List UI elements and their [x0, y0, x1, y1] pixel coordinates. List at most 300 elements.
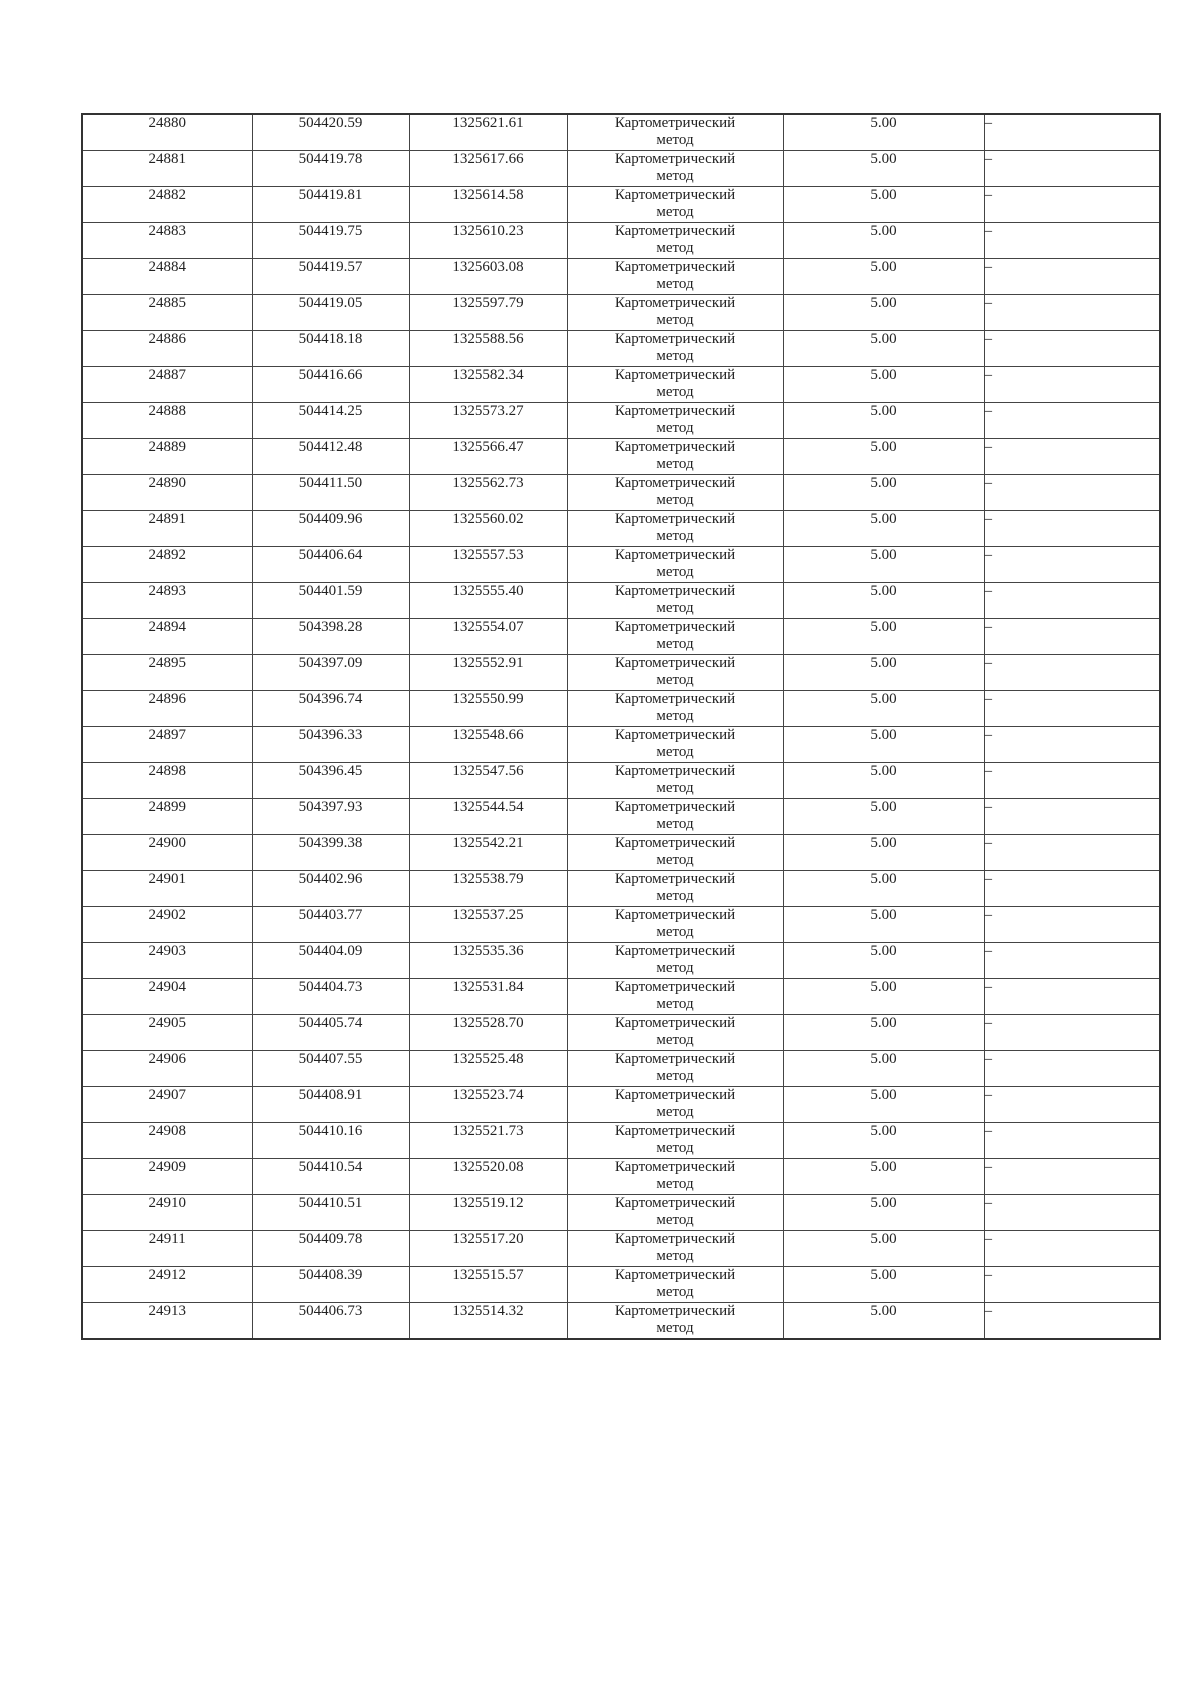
x-coordinate-cell: 504409.78	[252, 1231, 409, 1267]
method-line-2: метод	[656, 276, 694, 292]
method-line-1: Картометрический	[614, 403, 736, 419]
table-row	[82, 1195, 1160, 1231]
x-coordinate-cell: 504403.77	[252, 907, 409, 943]
x-coordinate-cell: 504419.05	[252, 295, 409, 331]
accuracy-cell: 5.00	[783, 259, 984, 295]
accuracy-cell: 5.00	[783, 114, 984, 151]
x-coordinate-cell: 504404.73	[252, 979, 409, 1015]
note-cell: –	[984, 1087, 1160, 1123]
table-row	[82, 114, 1160, 151]
y-coordinate-cell: 1325614.58	[409, 187, 567, 223]
y-coordinate-cell: 1325610.23	[409, 223, 567, 259]
accuracy-cell: 5.00	[783, 1159, 984, 1195]
note-cell: –	[984, 907, 1160, 943]
y-coordinate-cell: 1325537.25	[409, 907, 567, 943]
y-coordinate-cell: 1325514.32	[409, 1303, 567, 1340]
method-line-2: метод	[656, 348, 694, 364]
note-cell: –	[984, 259, 1160, 295]
method-line-2: метод	[656, 1068, 694, 1084]
y-coordinate-cell: 1325519.12	[409, 1195, 567, 1231]
method-line-2: метод	[656, 384, 694, 400]
point-number-cell: 24899	[82, 799, 252, 835]
method-line-1: Картометрический	[614, 367, 736, 383]
method-line-1: Картометрический	[614, 583, 736, 599]
point-number-cell: 24895	[82, 655, 252, 691]
method-line-1: Картометрический	[614, 1015, 736, 1031]
table-row	[82, 871, 1160, 907]
y-coordinate-cell: 1325542.21	[409, 835, 567, 871]
point-number-cell: 24896	[82, 691, 252, 727]
accuracy-cell: 5.00	[783, 151, 984, 187]
method-cell	[567, 151, 783, 187]
table-row	[82, 331, 1160, 367]
x-coordinate-cell: 504410.54	[252, 1159, 409, 1195]
y-coordinate-cell: 1325582.34	[409, 367, 567, 403]
table-row	[82, 619, 1160, 655]
x-coordinate-cell: 504396.45	[252, 763, 409, 799]
point-number-cell: 24885	[82, 295, 252, 331]
accuracy-cell: 5.00	[783, 511, 984, 547]
method-line-2: метод	[656, 240, 694, 256]
accuracy-cell: 5.00	[783, 1087, 984, 1123]
note-cell: –	[984, 295, 1160, 331]
method-line-1: Картометрический	[614, 331, 736, 347]
table-row	[82, 799, 1160, 835]
method-line-1: Картометрический	[614, 763, 736, 779]
y-coordinate-cell: 1325617.66	[409, 151, 567, 187]
method-line-2: метод	[656, 744, 694, 760]
x-coordinate-cell: 504416.66	[252, 367, 409, 403]
table-row	[82, 763, 1160, 799]
note-cell: –	[984, 511, 1160, 547]
point-number-cell: 24894	[82, 619, 252, 655]
x-coordinate-cell: 504420.59	[252, 114, 409, 151]
method-cell	[567, 223, 783, 259]
accuracy-cell: 5.00	[783, 1267, 984, 1303]
table-row	[82, 1303, 1160, 1340]
method-line-2: метод	[656, 924, 694, 940]
x-coordinate-cell: 504406.64	[252, 547, 409, 583]
y-coordinate-cell: 1325525.48	[409, 1051, 567, 1087]
method-line-2: метод	[656, 204, 694, 220]
note-cell: –	[984, 223, 1160, 259]
y-coordinate-cell: 1325515.57	[409, 1267, 567, 1303]
method-line-1: Картометрический	[614, 1123, 736, 1139]
table-row	[82, 583, 1160, 619]
table-row	[82, 655, 1160, 691]
y-coordinate-cell: 1325566.47	[409, 439, 567, 475]
x-coordinate-cell: 504396.74	[252, 691, 409, 727]
accuracy-cell: 5.00	[783, 871, 984, 907]
y-coordinate-cell: 1325538.79	[409, 871, 567, 907]
point-number-cell: 24901	[82, 871, 252, 907]
method-line-1: Картометрический	[614, 1231, 736, 1247]
accuracy-cell: 5.00	[783, 907, 984, 943]
note-cell: –	[984, 835, 1160, 871]
table-row	[82, 943, 1160, 979]
table-row	[82, 1267, 1160, 1303]
note-cell: –	[984, 114, 1160, 151]
method-line-1: Картометрический	[614, 511, 736, 527]
method-line-2: метод	[656, 996, 694, 1012]
document-page	[81, 113, 1159, 1340]
table-row	[82, 1015, 1160, 1051]
note-cell: –	[984, 691, 1160, 727]
table-row	[82, 907, 1160, 943]
note-cell: –	[984, 763, 1160, 799]
accuracy-cell: 5.00	[783, 727, 984, 763]
x-coordinate-cell: 504409.96	[252, 511, 409, 547]
table-row	[82, 223, 1160, 259]
y-coordinate-cell: 1325528.70	[409, 1015, 567, 1051]
point-number-cell: 24886	[82, 331, 252, 367]
table-row	[82, 475, 1160, 511]
table-row	[82, 439, 1160, 475]
point-number-cell: 24909	[82, 1159, 252, 1195]
method-cell	[567, 187, 783, 223]
method-line-2: метод	[656, 420, 694, 436]
table-row	[82, 1231, 1160, 1267]
note-cell: –	[984, 655, 1160, 691]
method-line-2: метод	[656, 1104, 694, 1120]
method-line-1: Картометрический	[614, 1159, 736, 1175]
method-line-2: метод	[656, 132, 694, 148]
y-coordinate-cell: 1325531.84	[409, 979, 567, 1015]
x-coordinate-cell: 504406.73	[252, 1303, 409, 1340]
y-coordinate-cell: 1325557.53	[409, 547, 567, 583]
x-coordinate-cell: 504414.25	[252, 403, 409, 439]
point-number-cell: 24893	[82, 583, 252, 619]
note-cell: –	[984, 1051, 1160, 1087]
accuracy-cell: 5.00	[783, 547, 984, 583]
method-cell	[567, 1015, 783, 1051]
note-cell: –	[984, 979, 1160, 1015]
method-line-1: Картометрический	[614, 1303, 736, 1319]
accuracy-cell: 5.00	[783, 403, 984, 439]
method-cell	[567, 835, 783, 871]
method-cell	[567, 583, 783, 619]
method-cell	[567, 691, 783, 727]
point-number-cell: 24910	[82, 1195, 252, 1231]
method-line-2: метод	[656, 492, 694, 508]
x-coordinate-cell: 504397.09	[252, 655, 409, 691]
note-cell: –	[984, 331, 1160, 367]
point-number-cell: 24905	[82, 1015, 252, 1051]
method-cell	[567, 295, 783, 331]
x-coordinate-cell: 504405.74	[252, 1015, 409, 1051]
method-line-1: Картометрический	[614, 1087, 736, 1103]
x-coordinate-cell: 504408.39	[252, 1267, 409, 1303]
point-number-cell: 24883	[82, 223, 252, 259]
accuracy-cell: 5.00	[783, 1195, 984, 1231]
method-line-2: метод	[656, 852, 694, 868]
accuracy-cell: 5.00	[783, 1123, 984, 1159]
table-row	[82, 403, 1160, 439]
coordinates-table	[81, 113, 1161, 1340]
accuracy-cell: 5.00	[783, 763, 984, 799]
y-coordinate-cell: 1325603.08	[409, 259, 567, 295]
method-cell	[567, 1195, 783, 1231]
method-line-1: Картометрический	[614, 1195, 736, 1211]
method-line-2: метод	[656, 1032, 694, 1048]
y-coordinate-cell: 1325521.73	[409, 1123, 567, 1159]
method-line-1: Картометрический	[614, 223, 736, 239]
method-line-2: метод	[656, 708, 694, 724]
method-line-2: метод	[656, 312, 694, 328]
accuracy-cell: 5.00	[783, 655, 984, 691]
method-cell	[567, 943, 783, 979]
table-row	[82, 547, 1160, 583]
method-line-2: метод	[656, 1176, 694, 1192]
y-coordinate-cell: 1325544.54	[409, 799, 567, 835]
note-cell: –	[984, 1303, 1160, 1340]
note-cell: –	[984, 727, 1160, 763]
note-cell: –	[984, 583, 1160, 619]
point-number-cell: 24904	[82, 979, 252, 1015]
point-number-cell: 24900	[82, 835, 252, 871]
accuracy-cell: 5.00	[783, 943, 984, 979]
method-cell	[567, 799, 783, 835]
method-cell	[567, 763, 783, 799]
method-cell	[567, 403, 783, 439]
point-number-cell: 24908	[82, 1123, 252, 1159]
table-row	[82, 1087, 1160, 1123]
x-coordinate-cell: 504410.16	[252, 1123, 409, 1159]
accuracy-cell: 5.00	[783, 1303, 984, 1340]
x-coordinate-cell: 504404.09	[252, 943, 409, 979]
method-line-1: Картометрический	[614, 547, 736, 563]
point-number-cell: 24903	[82, 943, 252, 979]
y-coordinate-cell: 1325597.79	[409, 295, 567, 331]
accuracy-cell: 5.00	[783, 583, 984, 619]
note-cell: –	[984, 619, 1160, 655]
accuracy-cell: 5.00	[783, 331, 984, 367]
method-line-1: Картометрический	[614, 691, 736, 707]
method-cell	[567, 511, 783, 547]
x-coordinate-cell: 504419.57	[252, 259, 409, 295]
x-coordinate-cell: 504397.93	[252, 799, 409, 835]
table-row	[82, 295, 1160, 331]
point-number-cell: 24887	[82, 367, 252, 403]
method-cell	[567, 907, 783, 943]
y-coordinate-cell: 1325552.91	[409, 655, 567, 691]
point-number-cell: 24906	[82, 1051, 252, 1087]
method-cell	[567, 114, 783, 151]
method-line-1: Картометрический	[614, 655, 736, 671]
table-row	[82, 1051, 1160, 1087]
table-row	[82, 835, 1160, 871]
note-cell: –	[984, 403, 1160, 439]
accuracy-cell: 5.00	[783, 799, 984, 835]
x-coordinate-cell: 504396.33	[252, 727, 409, 763]
accuracy-cell: 5.00	[783, 475, 984, 511]
point-number-cell: 24913	[82, 1303, 252, 1340]
method-cell	[567, 655, 783, 691]
accuracy-cell: 5.00	[783, 691, 984, 727]
accuracy-cell: 5.00	[783, 223, 984, 259]
method-line-1: Картометрический	[614, 619, 736, 635]
point-number-cell: 24880	[82, 114, 252, 151]
table-row	[82, 727, 1160, 763]
note-cell: –	[984, 1015, 1160, 1051]
method-cell	[567, 1159, 783, 1195]
method-line-2: метод	[656, 528, 694, 544]
accuracy-cell: 5.00	[783, 835, 984, 871]
method-cell	[567, 1303, 783, 1340]
method-line-2: метод	[656, 1248, 694, 1264]
point-number-cell: 24902	[82, 907, 252, 943]
table-row	[82, 1123, 1160, 1159]
point-number-cell: 24898	[82, 763, 252, 799]
method-line-1: Картометрический	[614, 835, 736, 851]
method-cell	[567, 1051, 783, 1087]
note-cell: –	[984, 439, 1160, 475]
point-number-cell: 24888	[82, 403, 252, 439]
method-line-1: Картометрический	[614, 439, 736, 455]
method-line-1: Картометрический	[614, 475, 736, 491]
point-number-cell: 24911	[82, 1231, 252, 1267]
y-coordinate-cell: 1325517.20	[409, 1231, 567, 1267]
y-coordinate-cell: 1325535.36	[409, 943, 567, 979]
note-cell: –	[984, 187, 1160, 223]
accuracy-cell: 5.00	[783, 187, 984, 223]
accuracy-cell: 5.00	[783, 439, 984, 475]
table-row	[82, 1159, 1160, 1195]
point-number-cell: 24907	[82, 1087, 252, 1123]
method-line-2: метод	[656, 1284, 694, 1300]
accuracy-cell: 5.00	[783, 295, 984, 331]
method-line-1: Картометрический	[614, 151, 736, 167]
table-row	[82, 511, 1160, 547]
x-coordinate-cell: 504419.78	[252, 151, 409, 187]
x-coordinate-cell: 504401.59	[252, 583, 409, 619]
table-row	[82, 979, 1160, 1015]
point-number-cell: 24890	[82, 475, 252, 511]
method-cell	[567, 1087, 783, 1123]
y-coordinate-cell: 1325560.02	[409, 511, 567, 547]
method-cell	[567, 367, 783, 403]
method-line-2: метод	[656, 672, 694, 688]
point-number-cell: 24897	[82, 727, 252, 763]
y-coordinate-cell: 1325520.08	[409, 1159, 567, 1195]
accuracy-cell: 5.00	[783, 1051, 984, 1087]
y-coordinate-cell: 1325547.56	[409, 763, 567, 799]
note-cell: –	[984, 547, 1160, 583]
method-cell	[567, 475, 783, 511]
method-line-2: метод	[656, 1320, 694, 1336]
method-cell	[567, 871, 783, 907]
method-line-1: Картометрический	[614, 943, 736, 959]
accuracy-cell: 5.00	[783, 979, 984, 1015]
point-number-cell: 24892	[82, 547, 252, 583]
method-cell	[567, 259, 783, 295]
point-number-cell: 24889	[82, 439, 252, 475]
table-row	[82, 691, 1160, 727]
method-line-2: метод	[656, 456, 694, 472]
x-coordinate-cell: 504412.48	[252, 439, 409, 475]
note-cell: –	[984, 1159, 1160, 1195]
y-coordinate-cell: 1325555.40	[409, 583, 567, 619]
note-cell: –	[984, 151, 1160, 187]
y-coordinate-cell: 1325548.66	[409, 727, 567, 763]
x-coordinate-cell: 504408.91	[252, 1087, 409, 1123]
note-cell: –	[984, 1195, 1160, 1231]
point-number-cell: 24891	[82, 511, 252, 547]
method-line-1: Картометрический	[614, 187, 736, 203]
method-cell	[567, 727, 783, 763]
y-coordinate-cell: 1325588.56	[409, 331, 567, 367]
method-cell	[567, 1267, 783, 1303]
accuracy-cell: 5.00	[783, 367, 984, 403]
method-line-1: Картометрический	[614, 907, 736, 923]
note-cell: –	[984, 943, 1160, 979]
method-cell	[567, 331, 783, 367]
table-row	[82, 367, 1160, 403]
method-cell	[567, 1123, 783, 1159]
point-number-cell: 24912	[82, 1267, 252, 1303]
table-row	[82, 259, 1160, 295]
y-coordinate-cell: 1325554.07	[409, 619, 567, 655]
accuracy-cell: 5.00	[783, 1015, 984, 1051]
method-line-1: Картометрический	[614, 1051, 736, 1067]
table-row	[82, 187, 1160, 223]
method-cell	[567, 547, 783, 583]
x-coordinate-cell: 504419.81	[252, 187, 409, 223]
method-line-2: метод	[656, 816, 694, 832]
note-cell: –	[984, 799, 1160, 835]
point-number-cell: 24881	[82, 151, 252, 187]
note-cell: –	[984, 1267, 1160, 1303]
method-line-1: Картометрический	[614, 1267, 736, 1283]
method-line-1: Картометрический	[614, 979, 736, 995]
note-cell: –	[984, 1123, 1160, 1159]
note-cell: –	[984, 871, 1160, 907]
method-cell	[567, 979, 783, 1015]
method-cell	[567, 1231, 783, 1267]
method-line-1: Картометрический	[614, 871, 736, 887]
method-line-1: Картометрический	[614, 295, 736, 311]
method-line-2: метод	[656, 888, 694, 904]
method-line-2: метод	[656, 636, 694, 652]
note-cell: –	[984, 1231, 1160, 1267]
method-line-2: метод	[656, 1212, 694, 1228]
coordinates-table-body	[82, 114, 1160, 1339]
point-number-cell: 24882	[82, 187, 252, 223]
method-cell	[567, 619, 783, 655]
x-coordinate-cell: 504398.28	[252, 619, 409, 655]
method-line-1: Картометрический	[614, 259, 736, 275]
y-coordinate-cell: 1325621.61	[409, 114, 567, 151]
method-cell	[567, 439, 783, 475]
x-coordinate-cell: 504410.51	[252, 1195, 409, 1231]
note-cell: –	[984, 475, 1160, 511]
x-coordinate-cell: 504407.55	[252, 1051, 409, 1087]
x-coordinate-cell: 504411.50	[252, 475, 409, 511]
method-line-2: метод	[656, 780, 694, 796]
accuracy-cell: 5.00	[783, 619, 984, 655]
y-coordinate-cell: 1325523.74	[409, 1087, 567, 1123]
note-cell: –	[984, 367, 1160, 403]
y-coordinate-cell: 1325562.73	[409, 475, 567, 511]
point-number-cell: 24884	[82, 259, 252, 295]
method-line-2: метод	[656, 960, 694, 976]
method-line-1: Картометрический	[614, 115, 736, 131]
table-row	[82, 151, 1160, 187]
x-coordinate-cell: 504399.38	[252, 835, 409, 871]
x-coordinate-cell: 504402.96	[252, 871, 409, 907]
accuracy-cell: 5.00	[783, 1231, 984, 1267]
method-line-2: метод	[656, 168, 694, 184]
